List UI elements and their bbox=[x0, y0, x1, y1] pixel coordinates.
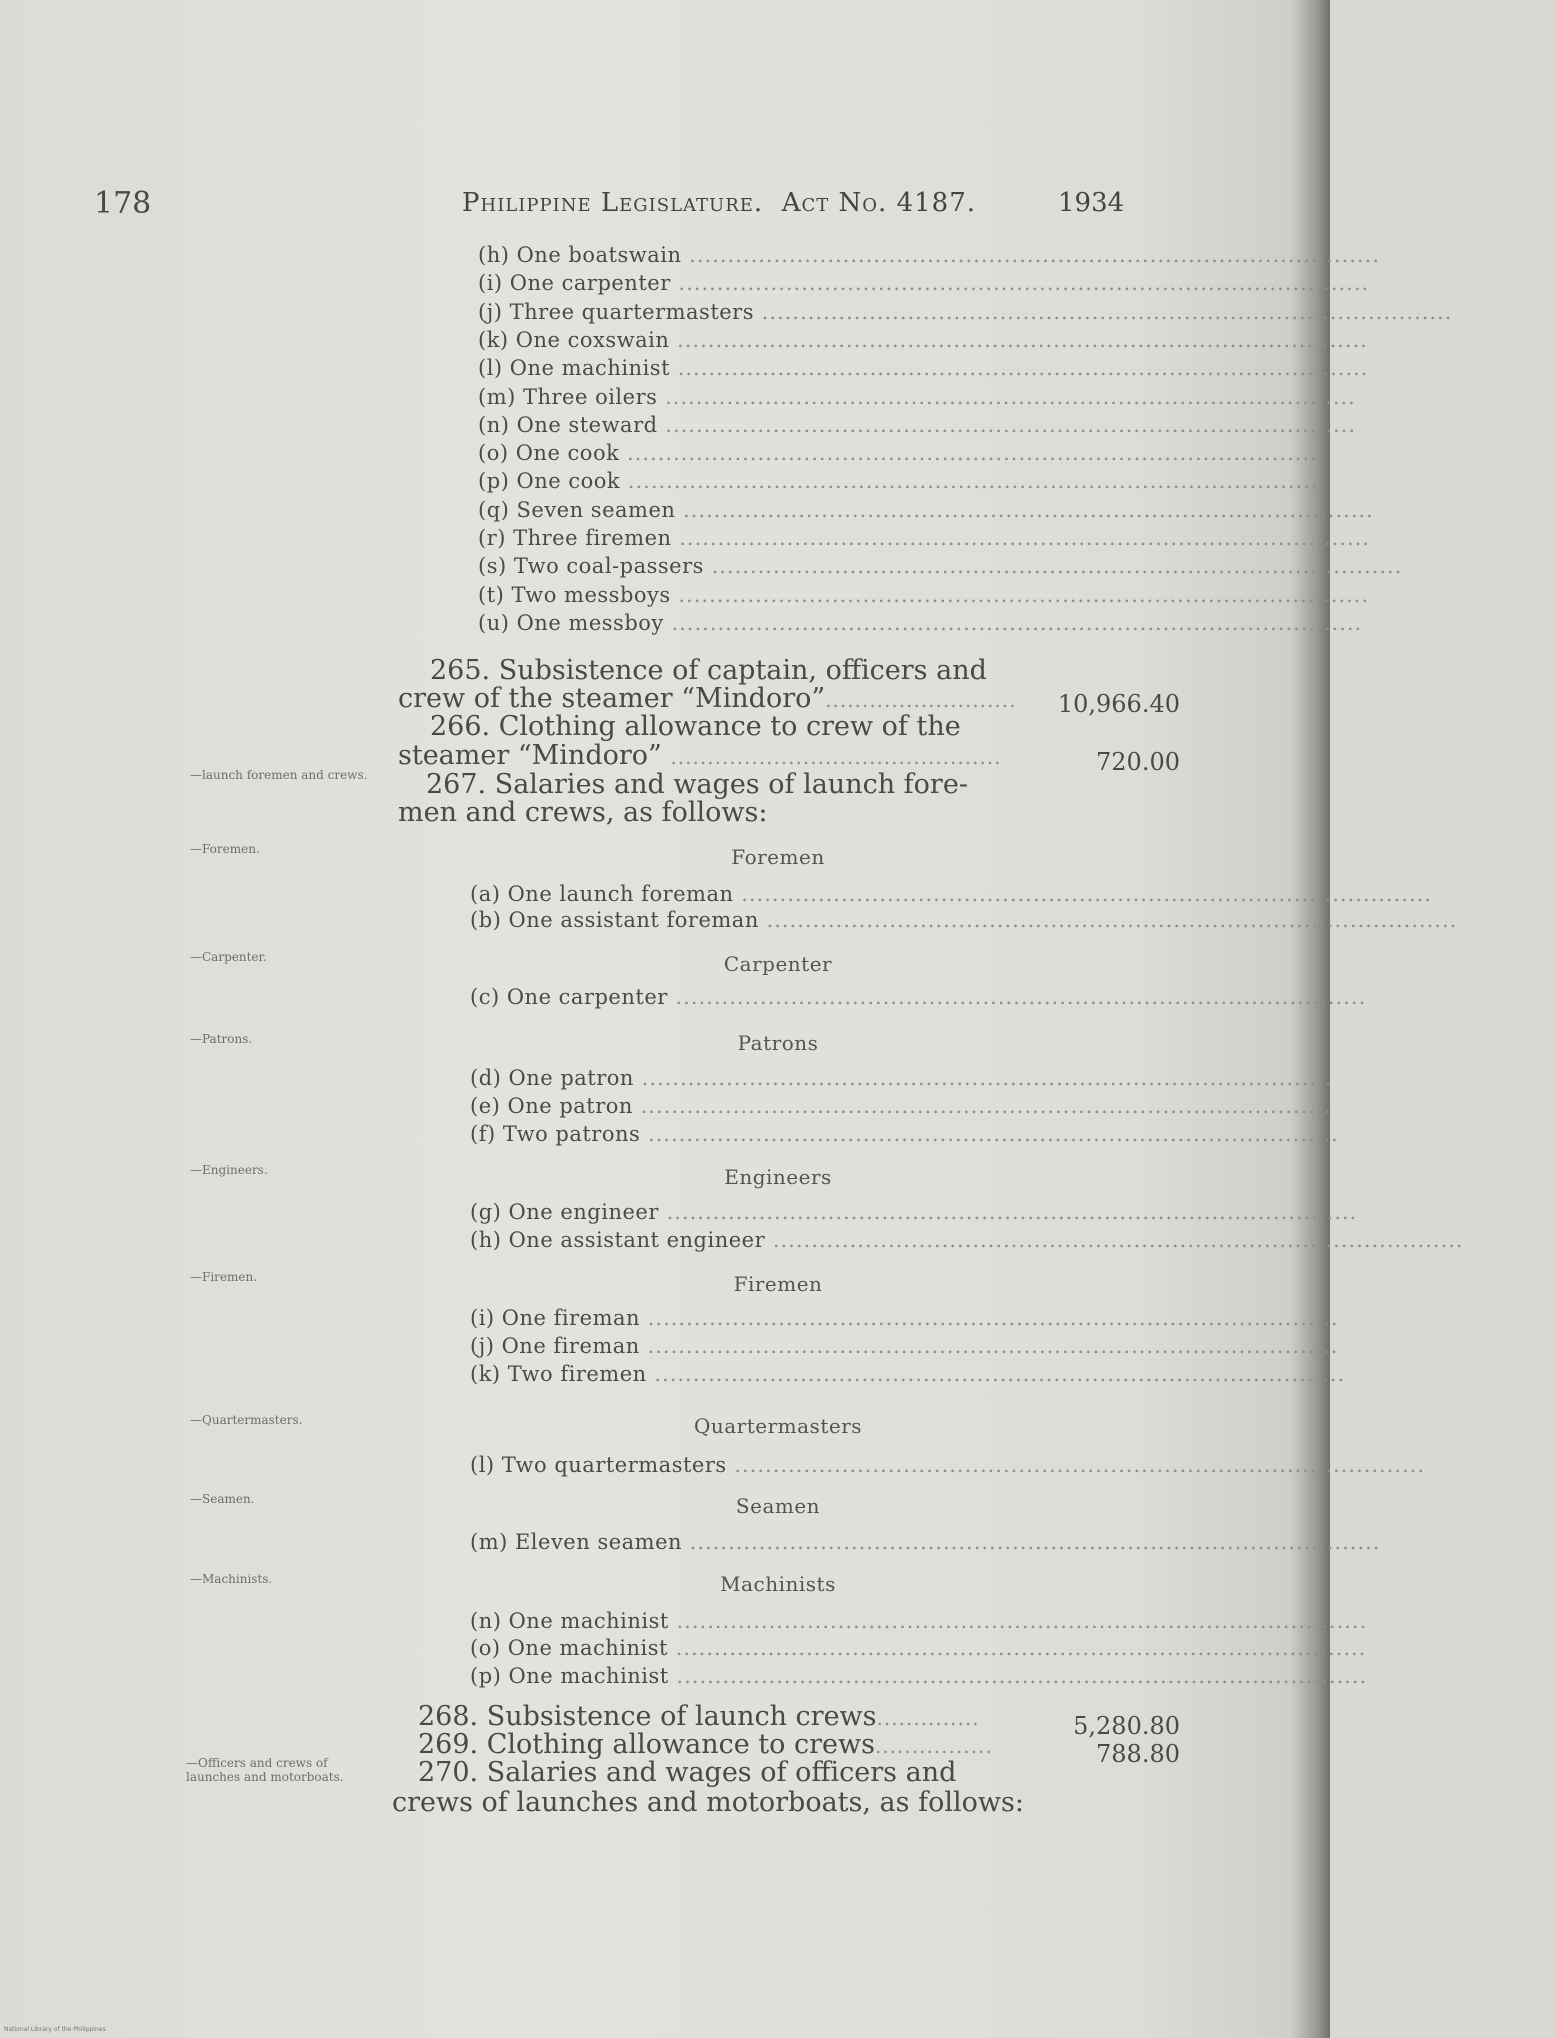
dot-leader: .......................................................................................... bbox=[657, 384, 1356, 409]
dot-leader: .......................................................................................... bbox=[620, 469, 1319, 494]
running-head bbox=[462, 188, 976, 218]
dot-leader: .......................................................................................... bbox=[675, 497, 1374, 522]
item-label bbox=[478, 554, 1403, 579]
year: 1934 bbox=[1058, 188, 1125, 218]
margin-note: —Machinists. bbox=[190, 1572, 273, 1586]
item-text: (p) One machinist bbox=[470, 1664, 669, 1688]
para-266-amount: 720.00 bbox=[1096, 748, 1180, 776]
section-heading: Foremen bbox=[731, 845, 825, 869]
para-269-line: 269. Clothing allowance to crews................ bbox=[418, 1729, 993, 1760]
item-label bbox=[470, 1530, 1381, 1554]
margin-note: —Seamen. bbox=[190, 1492, 255, 1506]
item-label bbox=[470, 985, 1367, 1009]
footer-credit: National Library of the Philippines bbox=[4, 2026, 106, 2033]
item-label bbox=[470, 1362, 1346, 1386]
dot-leader: .......................................................................................... bbox=[726, 1453, 1426, 1477]
item-text: (e) One patron bbox=[470, 1094, 633, 1118]
item-text: (i) One fireman bbox=[470, 1306, 641, 1330]
item-label bbox=[470, 1094, 1332, 1118]
dot-leader: .......................................................................................... bbox=[657, 412, 1357, 437]
section-heading: Machinists bbox=[720, 1572, 836, 1596]
page-number: 178 bbox=[94, 186, 152, 221]
section-heading: Firemen bbox=[733, 1272, 823, 1296]
item-text: (j) One fireman bbox=[470, 1334, 640, 1358]
dot-leader: .......................................................................................... bbox=[646, 1362, 1346, 1386]
dot-leader: .......................................................................................... bbox=[669, 327, 1368, 352]
margin-note: —Quartermasters. bbox=[190, 1413, 303, 1427]
item-text: (g) One engineer bbox=[470, 1200, 659, 1224]
para-266-text: steamer “Mindoro” bbox=[398, 740, 662, 771]
item-label bbox=[478, 356, 1369, 381]
item-label bbox=[470, 1453, 1426, 1477]
item-text: (m) Eleven seamen bbox=[470, 1530, 683, 1554]
item-label bbox=[470, 1636, 1367, 1660]
para-266-line1: 266. Clothing allowance to crew of the bbox=[430, 711, 961, 742]
dot-leader: .......................................................................................... bbox=[670, 582, 1370, 607]
item-label bbox=[470, 908, 1458, 932]
dot-leader: .......................................................................................... bbox=[632, 1094, 1332, 1118]
margin-note: —Foremen. bbox=[190, 842, 260, 856]
item-label bbox=[478, 299, 1453, 324]
dot-leader: .......................................................................................... bbox=[733, 882, 1432, 906]
dot-leader: .......................................................................................... bbox=[682, 1530, 1381, 1554]
item-label bbox=[478, 327, 1368, 352]
para-268-amount: 5,280.80 bbox=[1073, 1712, 1180, 1740]
item-label bbox=[478, 610, 1363, 635]
item-label bbox=[478, 526, 1370, 550]
item-text: (p) One cook bbox=[478, 469, 621, 494]
para-267-line2: men and crews, as follows: bbox=[398, 797, 768, 828]
item-text: (q) Seven seamen bbox=[478, 497, 676, 522]
dot-leader: .......................................................................................... bbox=[663, 610, 1363, 635]
item-text: (a) One launch foreman bbox=[470, 882, 734, 906]
margin-note: —Firemen. bbox=[190, 1270, 258, 1284]
dot-leader: .......................................................................................... bbox=[667, 985, 1367, 1009]
margin-note-270: —Officers and crews of launches and motorboats. bbox=[186, 1756, 344, 1784]
para-267-line1: 267. Salaries and wages of launch fore- bbox=[426, 769, 968, 800]
item-text: (n) One steward bbox=[478, 412, 658, 437]
item-text: (k) Two firemen bbox=[470, 1362, 647, 1386]
item-text: (o) One machinist bbox=[470, 1636, 668, 1660]
dot-leader: .......................................................................................... bbox=[640, 1122, 1339, 1146]
item-text: (h) One boatswain bbox=[478, 243, 682, 267]
para-265-text: crew of the steamer “Mindoro” bbox=[398, 683, 826, 714]
para-269-amount: 788.80 bbox=[1096, 1740, 1180, 1768]
item-label bbox=[470, 1664, 1368, 1688]
section-heading: Carpenter bbox=[723, 952, 833, 976]
dot-leader: .......................................................................................... bbox=[640, 1306, 1339, 1330]
item-text: (c) One carpenter bbox=[470, 985, 668, 1009]
item-text: (u) One messboy bbox=[478, 610, 664, 635]
item-label bbox=[470, 1200, 1358, 1224]
para-265-line2: crew of the steamer “Mindoro”.......................... bbox=[398, 683, 1017, 714]
item-text: (b) One assistant foreman bbox=[470, 908, 759, 932]
section-heading: Seamen bbox=[735, 1494, 821, 1518]
margin-note: —Carpenter. bbox=[190, 950, 267, 964]
dot-leader: .......................................................................................... bbox=[667, 1636, 1367, 1660]
item-label bbox=[478, 469, 1319, 494]
item-text: (l) Two quartermasters bbox=[470, 1453, 727, 1477]
item-label bbox=[470, 1228, 1464, 1252]
dot-leader: .......................................................................................... bbox=[639, 1334, 1339, 1358]
item-label bbox=[470, 882, 1432, 906]
item-label bbox=[478, 412, 1357, 437]
item-label bbox=[478, 582, 1370, 607]
item-label bbox=[470, 1609, 1368, 1633]
item-text: (d) One patron bbox=[470, 1066, 634, 1090]
item-text: (s) Two coal-passers bbox=[478, 554, 704, 579]
item-text: (r) Three firemen bbox=[478, 526, 672, 550]
section-heading: Patrons bbox=[737, 1031, 819, 1055]
section-heading: Quartermasters bbox=[693, 1414, 863, 1438]
item-label bbox=[478, 243, 1380, 267]
item-label bbox=[478, 441, 1318, 466]
item-label bbox=[470, 1066, 1333, 1090]
dot-leader: .......................................................................................... bbox=[754, 299, 1453, 324]
dot-leader: .......................................................................................... bbox=[681, 243, 1380, 267]
act-number: Act No. 4187. bbox=[781, 188, 977, 218]
para-268-text: 268. Subsistence of launch crews bbox=[418, 1701, 877, 1732]
dot-leader: .......................................................................................... bbox=[671, 526, 1370, 550]
item-text: (h) One assistant engineer bbox=[470, 1228, 766, 1252]
item-text: (l) One machinist bbox=[478, 356, 671, 381]
margin-note: —Engineers. bbox=[190, 1163, 268, 1177]
page-header bbox=[0, 182, 1330, 222]
dot-leader: .......................................................................................... bbox=[668, 1609, 1368, 1633]
item-text: (k) One coxswain bbox=[478, 327, 670, 352]
dot-leader: .......................................................................................... bbox=[670, 356, 1369, 381]
dot-leader: .......................................................................................... bbox=[703, 554, 1403, 579]
running-head-title: Philippine Legislature. bbox=[462, 188, 764, 218]
item-text: (n) One machinist bbox=[470, 1609, 669, 1633]
item-label bbox=[470, 1122, 1339, 1146]
item-label bbox=[470, 1334, 1339, 1358]
item-text: (j) Three quartermasters bbox=[478, 299, 754, 324]
item-label bbox=[478, 384, 1356, 409]
item-label bbox=[470, 1306, 1339, 1330]
para-270-line1: 270. Salaries and wages of officers and bbox=[418, 1757, 957, 1788]
dot-leader: .......................................................................................... bbox=[765, 1228, 1464, 1252]
margin-note-267: —launch foremen and crews. bbox=[190, 768, 368, 782]
para-265-line1: 265. Subsistence of captain, officers and bbox=[430, 655, 987, 686]
dot-leader: .......................................................................................... bbox=[619, 441, 1318, 466]
item-text: (o) One cook bbox=[478, 441, 620, 466]
para-266-line2: steamer “Mindoro” ............................................. bbox=[398, 740, 1002, 771]
para-265-amount: 10,966.40 bbox=[1057, 690, 1180, 718]
dot-leader: .......................................................................................... bbox=[633, 1066, 1333, 1090]
dot-leader: .......................................................................................... bbox=[668, 1664, 1368, 1688]
item-text: (f) Two patrons bbox=[470, 1122, 641, 1146]
dot-leader: .......................................................................................... bbox=[658, 1200, 1358, 1224]
section-heading: Engineers bbox=[724, 1165, 832, 1189]
margin-note: —Patrons. bbox=[190, 1032, 253, 1046]
para-269-text: 269. Clothing allowance to crews bbox=[418, 1729, 875, 1760]
item-label bbox=[478, 497, 1374, 522]
item-text: (i) One carpenter bbox=[478, 271, 671, 296]
item-text: (t) Two messboys bbox=[478, 582, 671, 607]
para-268-line: 268. Subsistence of launch crews.............. bbox=[418, 1701, 980, 1732]
item-text: (m) Three oilers bbox=[478, 384, 658, 409]
dot-leader: .......................................................................................... bbox=[758, 908, 1458, 932]
para-270-line2: crews of launches and motorboats, as follows: bbox=[392, 1787, 1024, 1818]
dot-leader: .......................................................................................... bbox=[670, 271, 1370, 296]
item-label bbox=[478, 271, 1370, 296]
